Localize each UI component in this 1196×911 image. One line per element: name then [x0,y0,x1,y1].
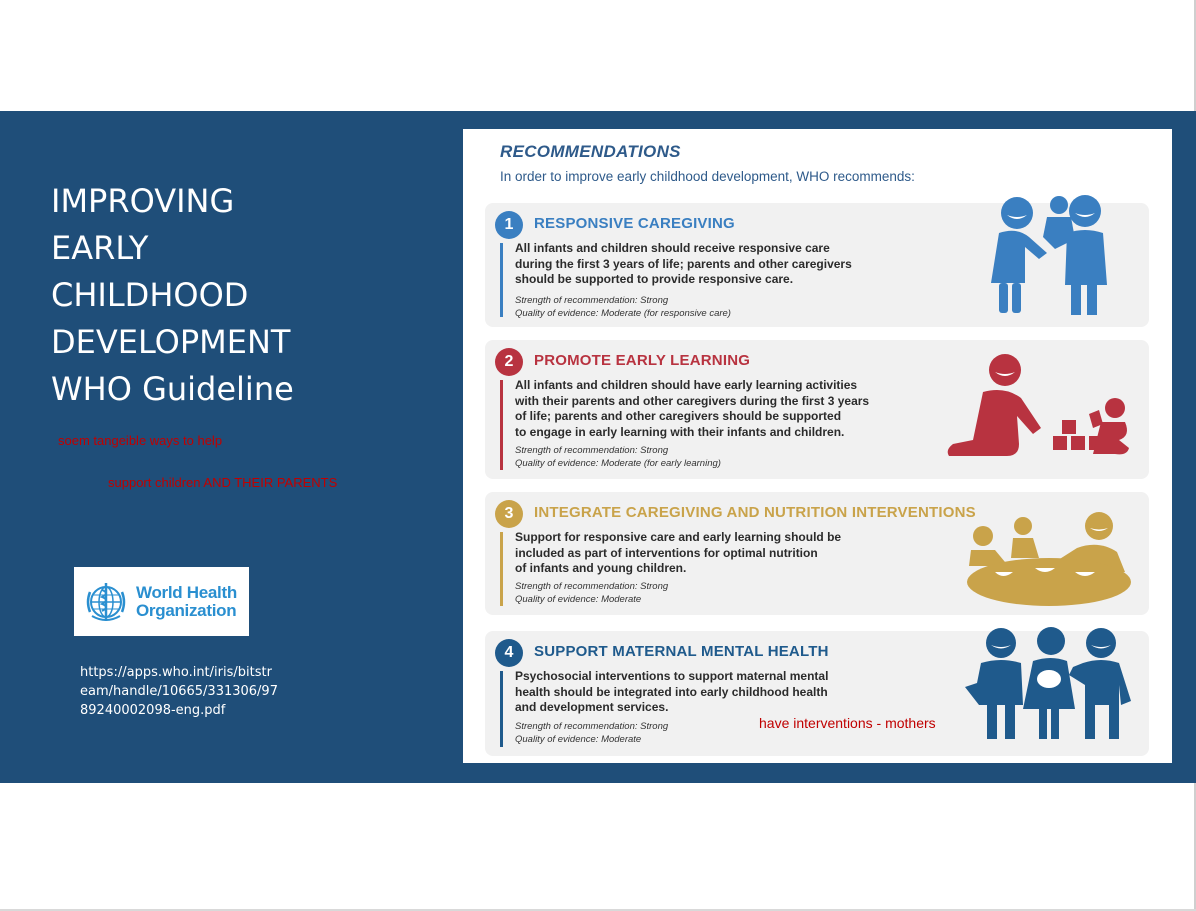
recommendation-card-1 [485,203,1149,327]
card-title: SUPPORT MATERNAL MENTAL HEALTH [534,643,829,660]
quality-of-evidence: Quality of evidence: Moderate (for early learning) [515,457,721,469]
card-accent-bar [500,532,503,606]
body-line: All infants and children should receive responsive care [515,241,830,255]
url-line: eam/handle/10665/331306/97 [80,684,278,699]
quality-of-evidence: Quality of evidence: Moderate [515,733,642,745]
body-line: to engage in early learning with their infants and children. [515,424,845,439]
caregivers-holding-child-icon [967,193,1127,319]
card-body [515,378,869,440]
url-line: https://apps.who.int/iris/bitstr [80,665,272,680]
card-meta [515,581,668,606]
note-tangible-ways: soem tangeible ways to help [58,433,223,448]
body-line: All infants and children should have early learning activities [515,378,858,392]
body-line: health should be integrated into early childhood health [515,684,828,699]
recommendations-intro: In order to improve early childhood development, WHO recommends: [500,169,915,184]
body-line: during the first 3 years of life; parents and other caregivers [515,256,852,271]
who-wordmark [136,584,237,620]
recommendations-infographic [463,129,1172,763]
body-line: and development services. [515,700,669,714]
recommendation-card-4 [485,631,1149,756]
card-accent-bar [500,671,503,747]
card-number-badge: 2 [495,348,523,376]
body-line: should be supported to provide responsive care. [515,272,794,286]
body-line: with their parents and other caregivers during the first 3 years [515,393,870,408]
title-line: DEVELOPMENT [51,323,291,361]
card-meta [515,721,668,746]
card-number-badge: 3 [495,500,523,528]
strength-of-recommendation: Strength of recommendation: Strong [515,721,669,732]
body-line: of life; parents and other caregivers should be supported [515,409,842,423]
family-support-icon [963,625,1135,745]
card-body [515,241,852,288]
family-meal-icon [965,512,1135,610]
body-line: of infants and young children. [515,561,687,575]
slide-title [51,178,411,413]
title-line: EARLY [51,229,149,267]
card-title: PROMOTE EARLY LEARNING [534,352,751,369]
card-accent-bar [500,380,503,470]
card-accent-bar [500,243,503,317]
card-meta [515,295,731,320]
adult-playing-blocks-icon [943,352,1133,464]
card-body [515,669,828,716]
source-url [80,663,295,720]
recommendations-heading: RECOMMENDATIONS [500,142,681,161]
quality-of-evidence: Quality of evidence: Moderate [515,593,642,605]
strength-of-recommendation: Strength of recommendation: Strong [515,295,669,306]
card-number-badge: 4 [495,639,523,667]
title-line: CHILDHOOD [51,276,249,314]
strength-of-recommendation: Strength of recommendation: Strong [515,581,669,592]
title-line: WHO Guideline [51,370,294,408]
who-name-line: Organization [136,600,237,620]
note-support-parents: support children AND THEIR PARENTS [108,475,338,490]
body-line: Support for responsive care and early learning should be [515,530,842,544]
card-number-badge: 1 [495,211,523,239]
who-logo [74,567,249,636]
quality-of-evidence: Quality of evidence: Moderate (for responsive care) [515,307,731,319]
body-line: Psychosocial interventions to support maternal mental [515,669,829,683]
strength-of-recommendation: Strength of recommendation: Strong [515,445,669,456]
who-emblem-icon [82,578,130,626]
url-line: 89240002098-eng.pdf [80,703,226,718]
body-line: included as part of interventions for optimal nutrition [515,545,818,560]
card-body [515,530,841,577]
annotation-mothers: have interventions - mothers [759,715,936,731]
recommendation-card-3 [485,492,1149,615]
card-title: RESPONSIVE CAREGIVING [534,215,735,232]
title-line: IMPROVING [51,182,235,220]
card-meta [515,445,721,470]
who-name-line: World Health [136,582,237,602]
recommendation-card-2 [485,340,1149,479]
card-title: INTEGRATE CAREGIVING AND NUTRITION INTERVENTIONS [534,504,976,521]
